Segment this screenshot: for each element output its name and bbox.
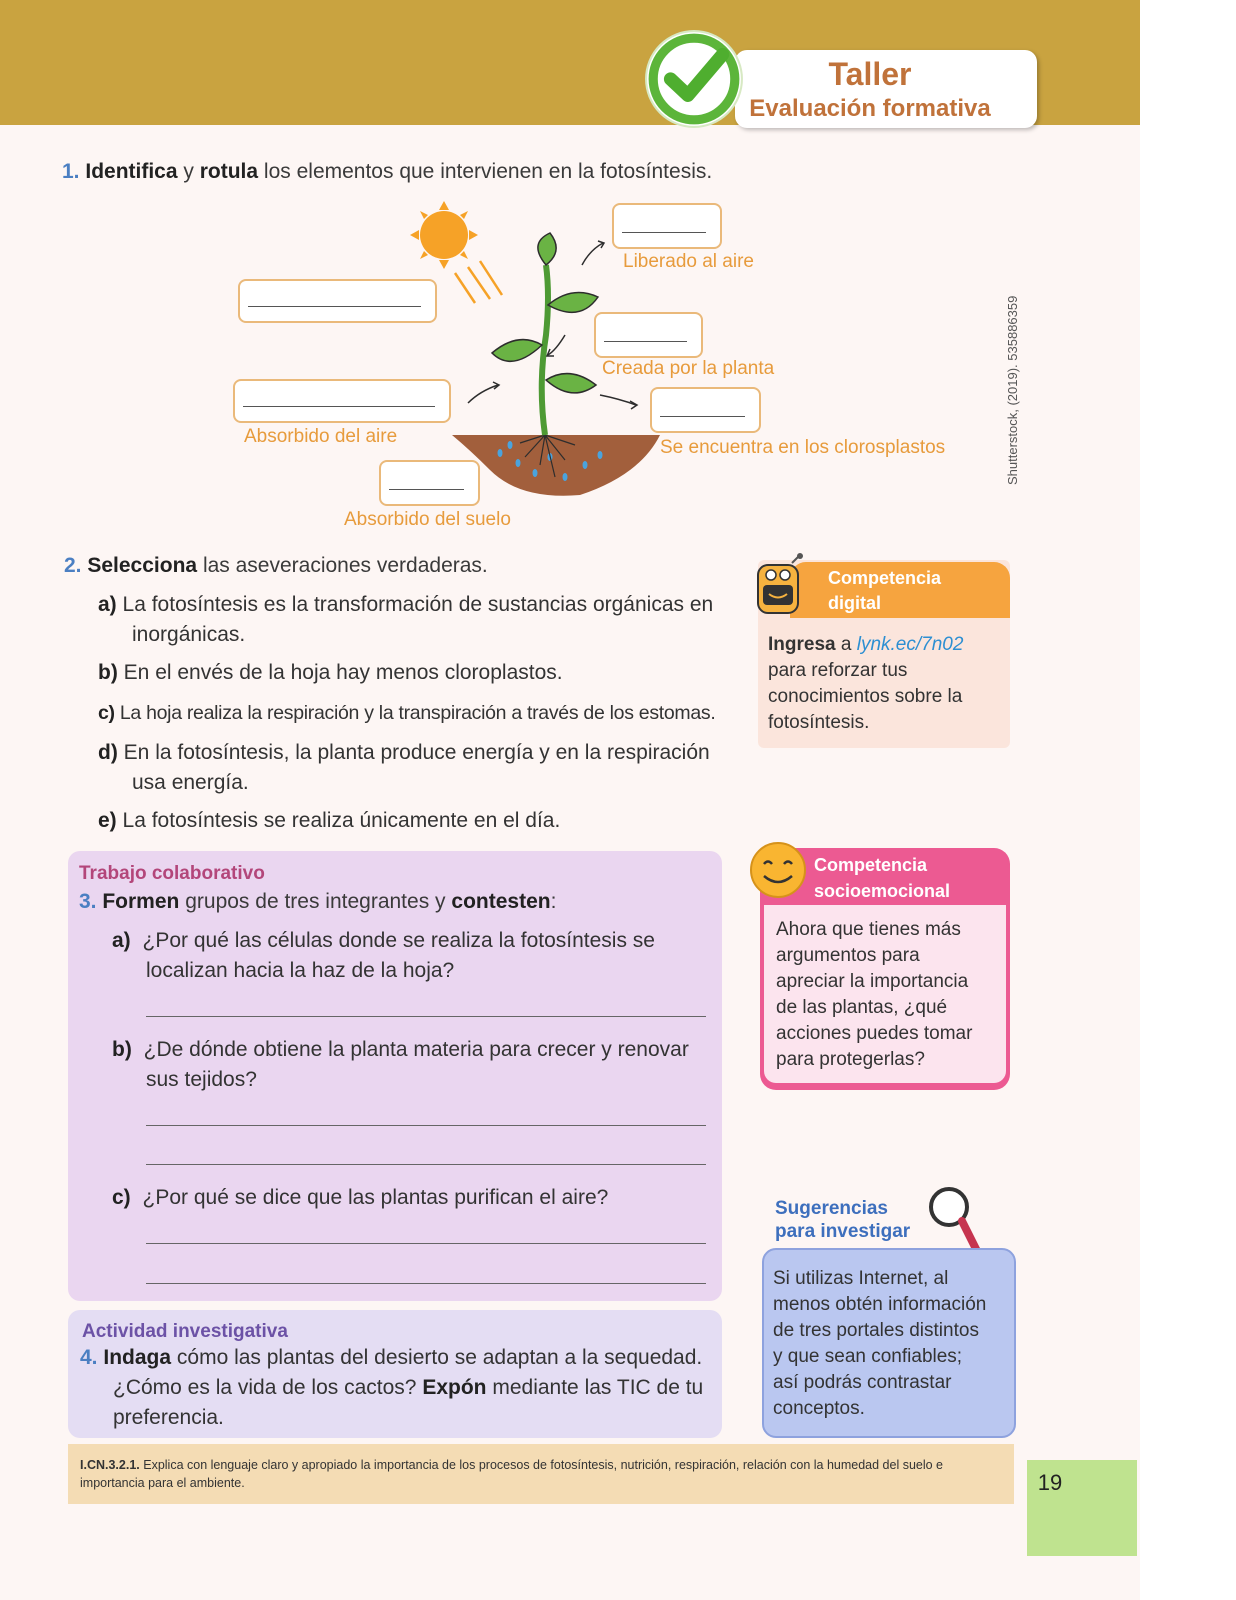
- label-box-glucose[interactable]: [594, 312, 703, 358]
- soil-icon: [452, 435, 660, 496]
- page-number: 19: [1037, 1470, 1063, 1495]
- text: conceptos.: [773, 1398, 865, 1419]
- option-d[interactable]: [98, 738, 728, 798]
- title-line: socioemocional: [814, 881, 951, 901]
- text: y que sean confiables;: [773, 1346, 963, 1367]
- resource-link[interactable]: lynk.ec/7n02: [856, 634, 964, 655]
- option-letter: c): [112, 1186, 131, 1209]
- question-text: ¿Por qué las células donde se realiza la fotosíntesis se: [142, 929, 655, 952]
- text: :: [550, 890, 557, 913]
- text: acciones puedes tomar: [776, 1023, 973, 1044]
- text: para protegerlas?: [776, 1049, 925, 1070]
- indicator-code: I.CN.3.2.1.: [80, 1458, 140, 1472]
- option-letter: a): [112, 929, 131, 952]
- diagram-label: Se encuentra en los clorosplastos: [660, 437, 946, 458]
- question-3: [79, 888, 719, 915]
- text: las aseveraciones verdaderas.: [202, 554, 488, 577]
- title-line: digital: [828, 593, 881, 613]
- text: apreciar la importancia: [776, 971, 969, 992]
- diagram-label: Creada por la planta: [602, 358, 775, 379]
- text: de las plantas, ¿qué: [776, 997, 948, 1018]
- question-1: [62, 158, 782, 185]
- question-4: [80, 1343, 720, 1433]
- question-text: sus tejidos?: [146, 1068, 257, 1091]
- section-title: Trabajo colaborativo: [79, 863, 265, 884]
- question-text: ¿De dónde obtiene la planta materia para crecer y renovar: [143, 1038, 689, 1061]
- question-text: preferencia.: [113, 1406, 224, 1429]
- research-tips-text: [773, 1266, 1009, 1422]
- text: a: [840, 634, 852, 655]
- diagram-label: Liberado al aire: [623, 251, 754, 272]
- option-text: La fotosíntesis es la transformación de sustancias orgánicas en: [122, 593, 714, 616]
- text: fotosíntesis.: [768, 712, 870, 733]
- question-number: 2.: [64, 554, 82, 577]
- image-credit: [1005, 465, 1205, 485]
- question-number: 3.: [79, 890, 97, 913]
- option-e[interactable]: [98, 806, 728, 836]
- question-text: mediante las TIC de tu: [492, 1376, 704, 1399]
- question-3c: [112, 1183, 712, 1213]
- curriculum-indicator: [80, 1456, 1010, 1492]
- question-3b: [112, 1035, 712, 1095]
- text: de tres portales distintos: [773, 1320, 979, 1341]
- option-text: La fotosíntesis se realiza únicamente en el día.: [122, 809, 561, 832]
- text: y: [183, 160, 194, 183]
- text: conocimientos sobre la: [768, 686, 963, 707]
- text: menos obtén información: [773, 1294, 987, 1315]
- label-box-chlorophyll[interactable]: [650, 387, 761, 433]
- robot-icon: [752, 553, 806, 619]
- answer-line[interactable]: [146, 1283, 706, 1284]
- question-number: 1.: [62, 160, 80, 183]
- text: Si utilizas Internet, al: [773, 1268, 949, 1289]
- digital-card-body: [768, 632, 1004, 736]
- option-text: En la fotosíntesis, la planta produce energía y en la respiración: [123, 741, 710, 764]
- verb: Ingresa: [768, 634, 836, 655]
- question-text: ¿Cómo es la vida de los cactos?: [113, 1376, 417, 1399]
- research-tips-title: [775, 1197, 910, 1243]
- diagram-label: Absorbido del aire: [244, 426, 398, 447]
- option-text: inorgánicas.: [132, 623, 246, 646]
- label-box-water[interactable]: [379, 460, 480, 506]
- text: para reforzar tus: [768, 660, 908, 681]
- option-text: La hoja realiza la respiración y la transpiración a través de los estomas.: [119, 702, 716, 724]
- smiley-icon: [748, 840, 808, 900]
- question-3a: [112, 926, 712, 986]
- page-margin: [1140, 0, 1236, 1600]
- verb: contesten: [451, 890, 551, 913]
- verb: Indaga: [103, 1346, 172, 1369]
- text: grupos de tres integrantes y: [185, 890, 446, 913]
- verb: Expón: [422, 1376, 487, 1399]
- header-title: Taller: [828, 56, 912, 92]
- text: los elementos que intervienen en la fotosíntesis.: [263, 160, 713, 183]
- section-title: Actividad investigativa: [82, 1321, 288, 1342]
- answer-line[interactable]: [146, 1125, 706, 1126]
- option-text: En el envés de la hoja hay menos cloroplastos.: [123, 661, 563, 684]
- text: Explica con lenguaje claro y apropiado la importancia de los procesos de fotosíntesis, nutrición, respiración, relación con la humedad del suelo e: [143, 1458, 944, 1472]
- text: Ahora que tienes más: [776, 919, 961, 940]
- text: argumentos para: [776, 945, 920, 966]
- title-line: Competencia: [828, 568, 942, 588]
- verb: Identifica: [85, 160, 178, 183]
- label-box-light[interactable]: [238, 279, 437, 323]
- digital-card-title: [828, 566, 941, 616]
- header-subtitle: Evaluación formativa: [749, 95, 991, 122]
- option-a[interactable]: [98, 590, 728, 650]
- option-letter: d): [98, 741, 118, 764]
- socioemotional-card-title: [814, 852, 950, 904]
- label-box-oxygen[interactable]: [612, 203, 722, 249]
- answer-line[interactable]: [146, 1164, 706, 1165]
- question-2: [64, 552, 724, 579]
- title-line: Sugerencias: [775, 1198, 888, 1219]
- option-letter: c): [98, 702, 115, 724]
- stem-icon: [542, 265, 548, 435]
- option-c[interactable]: [98, 698, 738, 728]
- question-text: ¿Por qué se dice que las plantas purifican el aire?: [142, 1186, 609, 1209]
- question-number: 4.: [80, 1346, 98, 1369]
- socioemotional-card-text: [776, 917, 1002, 1073]
- verb: Formen: [102, 890, 180, 913]
- label-box-co2[interactable]: [233, 379, 451, 423]
- answer-line[interactable]: [146, 1243, 706, 1244]
- question-text: localizan hacia la haz de la hoja?: [146, 959, 455, 982]
- checkmark-icon: [643, 28, 745, 130]
- question-text: cómo las plantas del desierto se adaptan a la sequedad.: [176, 1346, 703, 1369]
- verb: rotula: [199, 160, 259, 183]
- option-b[interactable]: [98, 658, 728, 688]
- verb: Selecciona: [87, 554, 198, 577]
- title-line: Competencia: [814, 855, 928, 875]
- option-letter: e): [98, 809, 117, 832]
- text: así podrás contrastar: [773, 1372, 952, 1393]
- answer-line[interactable]: [146, 1016, 706, 1017]
- text: importancia para el ambiente.: [80, 1476, 245, 1490]
- option-letter: a): [98, 593, 117, 616]
- option-letter: b): [112, 1038, 132, 1061]
- option-text: usa energía.: [132, 771, 249, 794]
- title-line: para investigar: [775, 1221, 911, 1242]
- diagram-label: Absorbido del suelo: [344, 509, 511, 530]
- option-letter: b): [98, 661, 118, 684]
